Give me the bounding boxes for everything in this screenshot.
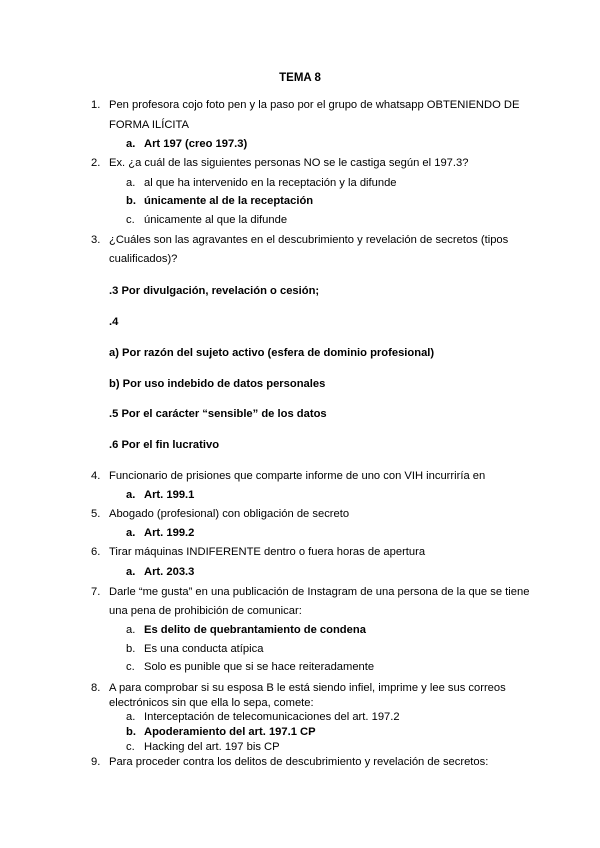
aggravating-point: b) Por uso indebido de datos personales (109, 378, 326, 390)
answer-letter: b. (126, 195, 136, 207)
answer-text: Es delito de quebrantamiento de condena (144, 624, 366, 636)
answer-letter: a. (126, 138, 136, 150)
answer-text: Art. 199.2 (144, 527, 195, 539)
question-text-line: Ex. ¿a cuál de las siguientes personas NO se le castiga según el 197.3? (109, 157, 469, 169)
question-text-line: Funcionario de prisiones que comparte informe de uno con VIH incurriría en (109, 470, 486, 482)
answer-letter: b. (126, 726, 136, 738)
question-text-line: ¿Cuáles son las agravantes en el descubrimiento y revelación de secretos (tipos (109, 234, 509, 246)
answer-text: Es una conducta atípica (144, 643, 264, 655)
answer-letter: c. (126, 214, 135, 226)
question-text-line: Abogado (profesional) con obligación de secreto (109, 508, 350, 520)
answer-letter: b. (126, 643, 136, 655)
answer-text: Interceptación de telecomunicaciones del art. 197.2 (144, 711, 400, 723)
answer-text: Art. 199.1 (144, 489, 195, 501)
answer-letter: a. (126, 711, 136, 723)
question-text-line: cualificados)? (109, 253, 178, 265)
question-text-line: Para proceder contra los delitos de descubrimiento y revelación de secretos: (109, 756, 489, 768)
question-number: 5. (91, 508, 101, 520)
answer-letter: a. (126, 177, 136, 189)
aggravating-point: .3 Por divulgación, revelación o cesión; (109, 285, 320, 297)
question-number: 3. (91, 234, 101, 246)
answer-text: Art. 203.3 (144, 566, 195, 578)
question-number: 7. (91, 586, 101, 598)
answer-letter: a. (126, 624, 136, 636)
question-text-line: Tirar máquinas INDIFERENTE dentro o fuera horas de apertura (109, 546, 426, 558)
question-text-line: Pen profesora cojo foto pen y la paso por el grupo de whatsapp OBTENIENDO DE (109, 99, 520, 111)
answer-text: Solo es punible que si se hace reiteradamente (144, 661, 375, 673)
question-text-line: FORMA ILÍCITA (109, 119, 189, 131)
question-text-line: Darle “me gusta” en una publicación de Instagram de una persona de la que se tiene (109, 586, 530, 598)
question-number: 6. (91, 546, 101, 558)
answer-letter: c. (126, 741, 135, 753)
answer-text: al que ha intervenido en la receptación y la difunde (144, 177, 397, 189)
aggravating-point: .4 (109, 316, 119, 328)
answer-text: Art 197 (creo 197.3) (144, 138, 248, 150)
question-number: 8. (91, 682, 101, 694)
question-text-line: electrónicos sin que ella lo sepa, comete: (109, 697, 314, 709)
question-number: 9. (91, 756, 101, 768)
page-title: TEMA 8 (279, 72, 321, 84)
question-number: 2. (91, 157, 101, 169)
answer-text: Apoderamiento del art. 197.1 CP (144, 726, 316, 738)
aggravating-point: .5 Por el carácter “sensible” de los datos (109, 408, 327, 420)
answer-letter: a. (126, 566, 136, 578)
aggravating-point: .6 Por el fin lucrativo (109, 439, 220, 451)
aggravating-point: a) Por razón del sujeto activo (esfera de dominio profesional) (109, 347, 435, 359)
question-text-line: una pena de prohibición de comunicar: (109, 605, 302, 617)
answer-letter: a. (126, 489, 136, 501)
answer-letter: c. (126, 661, 135, 673)
question-number: 1. (91, 99, 101, 111)
question-number: 4. (91, 470, 101, 482)
answer-text: únicamente al de la receptación (144, 195, 314, 207)
answer-text: Hacking del art. 197 bis CP (144, 741, 280, 753)
question-text-line: A para comprobar si su esposa B le está siendo infiel, imprime y lee sus correos (109, 682, 506, 694)
answer-letter: a. (126, 527, 136, 539)
answer-text: únicamente al que la difunde (144, 214, 288, 226)
